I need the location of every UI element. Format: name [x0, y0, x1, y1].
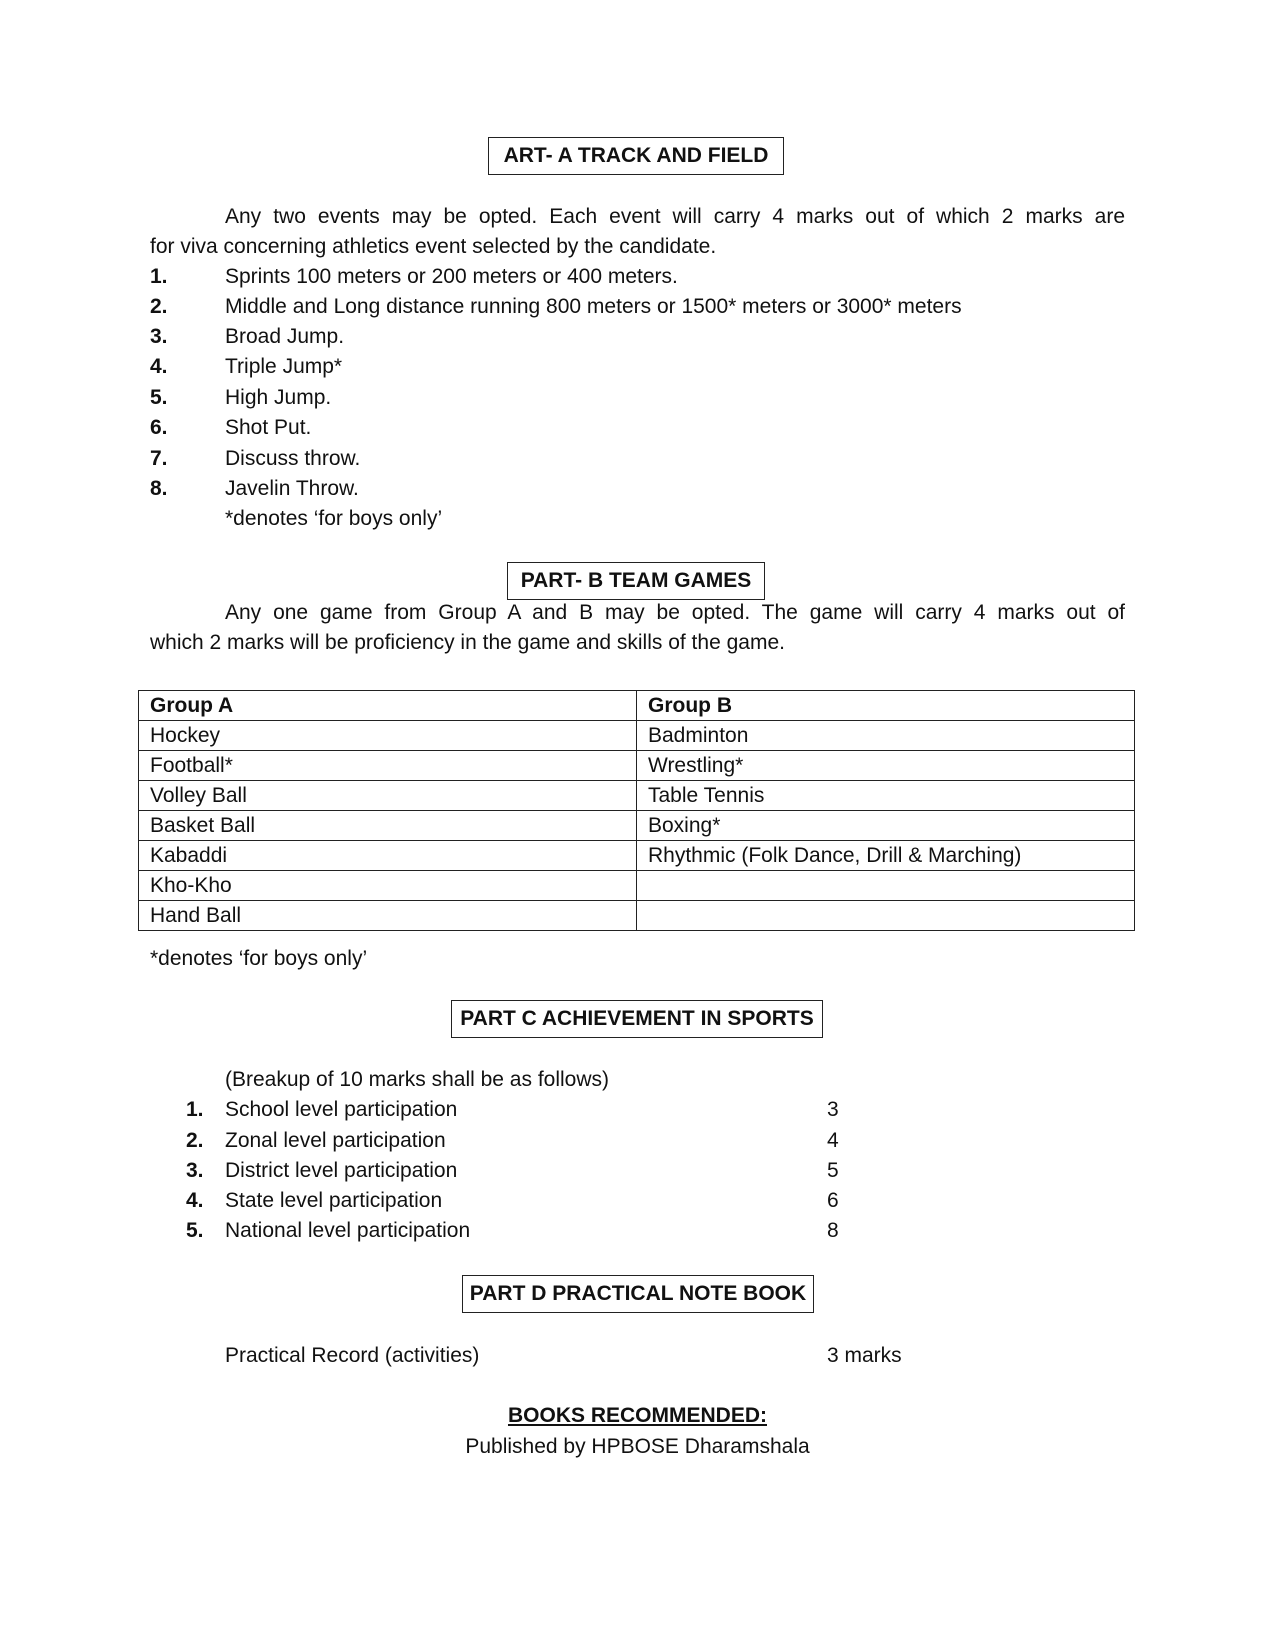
part-a-note: *denotes ‘for boys only’	[225, 507, 443, 530]
table-row	[139, 811, 1135, 841]
books-heading: BOOKS RECOMMENDED:	[507, 1404, 767, 1427]
table-cell: Kho-Kho	[139, 871, 637, 901]
team-games-table	[138, 690, 1135, 931]
part-c-title: PART C ACHIEVEMENT IN SPORTS	[451, 1000, 823, 1038]
part-b-intro	[150, 598, 1125, 658]
list-item: 1. School level participation 3	[186, 1098, 839, 1121]
table-row	[139, 841, 1135, 871]
table-cell: Rhythmic (Folk Dance, Drill & Marching)	[637, 841, 1135, 871]
table-cell	[637, 871, 1135, 901]
part-a-intro-line2: for viva concerning athletics event selected by the candidate.	[150, 235, 717, 258]
table-header-group-a: Group A	[139, 691, 637, 721]
part-a-intro	[150, 202, 1125, 262]
table-header-group-b: Group B	[637, 691, 1135, 721]
part-a-title: ART- A TRACK AND FIELD	[488, 137, 784, 175]
list-item: 3. District level participation 5	[186, 1159, 839, 1182]
list-item: 4. State level participation 6	[186, 1189, 839, 1212]
table-cell: Kabaddi	[139, 841, 637, 871]
table-row	[139, 781, 1135, 811]
list-item: 2. Zonal level participation 4	[186, 1129, 839, 1152]
table-cell: Wrestling*	[637, 751, 1135, 781]
list-item: 5. National level participation 8	[186, 1219, 839, 1242]
part-b-title: PART- B TEAM GAMES	[507, 562, 765, 600]
table-cell: Basket Ball	[139, 811, 637, 841]
table-cell	[637, 901, 1135, 931]
table-row	[139, 871, 1135, 901]
table-header-row	[139, 691, 1135, 721]
part-d-title: PART D PRACTICAL NOTE BOOK	[462, 1275, 814, 1313]
part-b-intro-line1: Any one game from Group A and B may be opted. The game will carry 4 marks out of	[225, 601, 1125, 624]
part-a-intro-line1: Any two events may be opted. Each event will carry 4 marks out of which 2 marks are	[225, 205, 1125, 228]
table-row	[139, 751, 1135, 781]
part-c-intro: (Breakup of 10 marks shall be as follows)	[225, 1068, 609, 1091]
table-row	[139, 901, 1135, 931]
table-cell: Football*	[139, 751, 637, 781]
part-d-marks: 3 marks	[827, 1344, 902, 1367]
part-b-intro-line2: which 2 marks will be proficiency in the game and skills of the game.	[150, 631, 785, 654]
books-text: Published by HPBOSE Dharamshala	[465, 1435, 810, 1458]
table-cell: Volley Ball	[139, 781, 637, 811]
table-row	[139, 721, 1135, 751]
table-cell: Table Tennis	[637, 781, 1135, 811]
part-b-note: *denotes ‘for boys only’	[150, 947, 368, 970]
part-d-item: Practical Record (activities)	[225, 1344, 480, 1367]
table-cell: Boxing*	[637, 811, 1135, 841]
table-cell: Hockey	[139, 721, 637, 751]
table-cell: Badminton	[637, 721, 1135, 751]
table-cell: Hand Ball	[139, 901, 637, 931]
